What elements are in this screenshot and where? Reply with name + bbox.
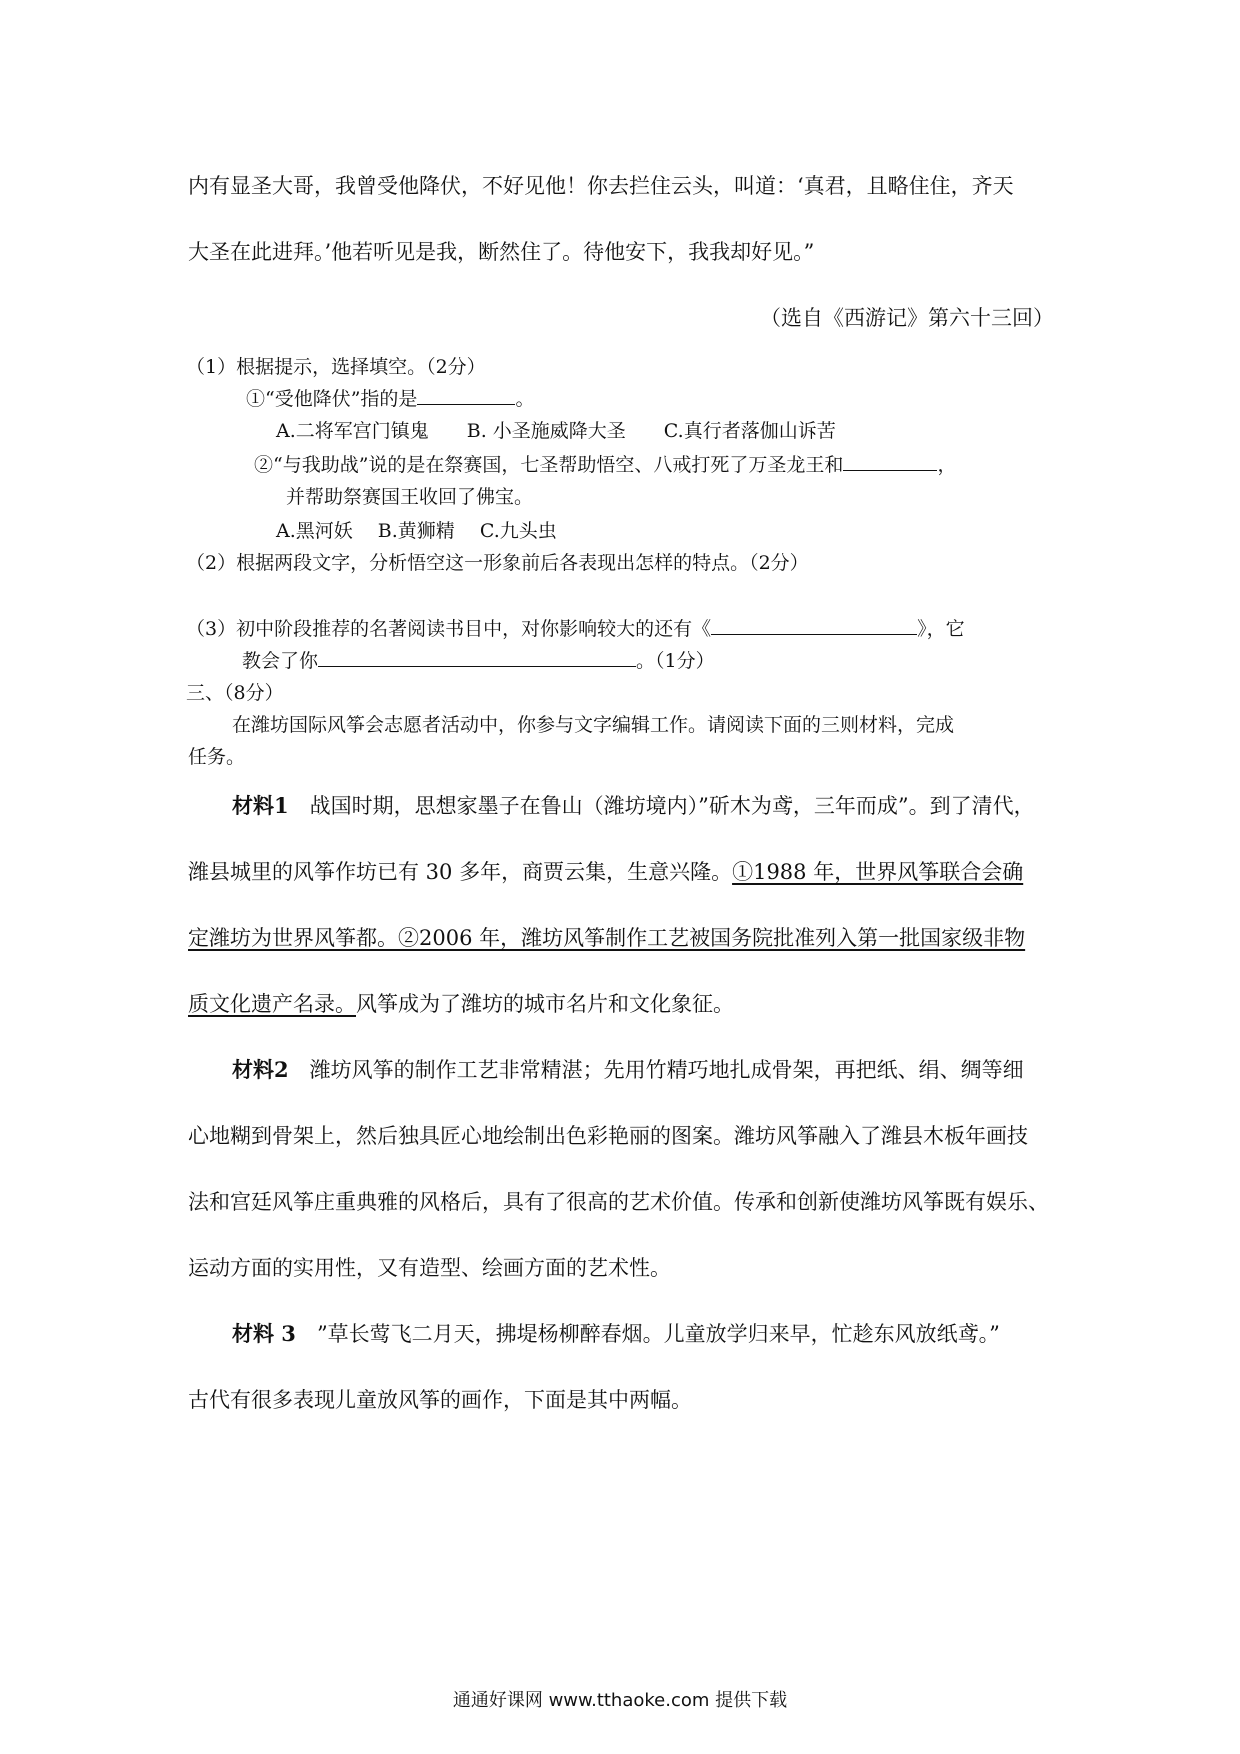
- material-1-line-3: 定潍坊为世界风筝都。②2006 年，潍坊风筝制作工艺被国务院批准列入第一批国家级非物: [188, 926, 1026, 950]
- section-3-intro-2: 任务。: [188, 746, 246, 768]
- underlined-sentence-1: ①1988 年，世界风筝联合会确: [732, 860, 1024, 884]
- question-3-cont-text: 教会了你: [242, 650, 319, 672]
- question-3-mid: 》，它: [917, 618, 965, 640]
- answer-blank-1[interactable]: [417, 386, 515, 405]
- material-1-label: 材料1: [232, 793, 289, 818]
- material-2-line-1: [232, 1054, 1024, 1084]
- question-1-item-1-options: A.二将军宫门镇鬼 B. 小圣施威降大圣 C.真行者落伽山诉苦: [276, 420, 836, 442]
- material-1-text: 战国时期，思想家墨子在鲁山（潍坊境内）”斫木为鸢，三年而成”。到了清代，: [309, 794, 1035, 818]
- material-3-line-1: [232, 1318, 1000, 1348]
- question-3: [186, 614, 965, 641]
- material-1-line-2: [188, 856, 1023, 886]
- material-1-line-4: [188, 988, 734, 1018]
- material-2-text: 潍坊风筝的制作工艺非常精湛；先用竹精巧地扎成骨架，再把纸、绢、绸等细: [309, 1058, 1024, 1082]
- download-footer: 通通好课网 www.tthaoke.com 提供下载: [452, 1690, 788, 1711]
- material-3-line-2: 古代有很多表现儿童放风筝的画作，下面是其中两幅。: [188, 1388, 692, 1412]
- material-3-label: 材料 3: [232, 1321, 296, 1346]
- material-1-text-2: 潍县城里的风筝作坊已有 30 多年，商贾云集，生意兴隆。: [188, 860, 733, 884]
- question-1-item-2-options: A.黑河妖 B.黄狮精 C.九头虫: [276, 520, 557, 542]
- section-3-intro-1: 在潍坊国际风筝会志愿者活动中，你参与文字编辑工作。请阅读下面的三则材料，完成: [232, 714, 955, 736]
- item-2-text: ②“与我助战”说的是在祭赛国，七圣帮助悟空、八戒打死了万圣龙王和: [254, 454, 844, 476]
- section-3-heading: 三、（8分）: [186, 682, 284, 704]
- material-1-text-4: 风筝成为了潍坊的城市名片和文化象征。: [356, 992, 734, 1016]
- material-2-line-3: 法和宫廷风筝庄重典雅的风格后，具有了很高的艺术价值。传承和创新使潍坊风筝既有娱乐、: [188, 1190, 1049, 1214]
- question-3-cont: [242, 646, 715, 673]
- material-2-line-2: 心地糊到骨架上，然后独具匠心地绘制出色彩艳丽的图案。潍坊风筝融入了潍县木板年画技: [188, 1124, 1028, 1148]
- lesson-blank[interactable]: [318, 648, 636, 667]
- question-2-label: （2）根据两段文字，分析悟空这一形象前后各表现出怎样的特点。（2分）: [186, 552, 809, 574]
- question-1-item-2: [254, 450, 956, 477]
- question-3-text: （3）初中阶段推荐的名著阅读书目中，对你影响较大的还有《: [186, 618, 712, 640]
- passage-line-1: 内有显圣大哥，我曾受他降伏，不好见他！你去拦住云头，叫道：‘真君，且略住住，齐天: [188, 174, 1014, 198]
- passage-line-2: 大圣在此进拜。’他若听见是我，断然住了。待他安下，我我却好见。”: [188, 240, 815, 264]
- question-1-label: （1）根据提示，选择填空。（2分）: [186, 356, 486, 378]
- question-1-item-2-cont: 并帮助祭赛国王收回了佛宝。: [286, 486, 534, 508]
- item-1-text: ①“受他降伏”指的是: [246, 388, 418, 410]
- item-1-end: 。: [515, 388, 535, 410]
- question-1-item-1: [246, 384, 534, 411]
- material-2-label: 材料2: [232, 1057, 289, 1082]
- item-2-end: ，: [937, 454, 957, 476]
- book-title-blank[interactable]: [711, 616, 917, 635]
- material-1-line-1: [232, 790, 1035, 820]
- material-2-line-4: 运动方面的实用性，又有造型、绘画方面的艺术性。: [188, 1256, 671, 1280]
- answer-blank-2[interactable]: [843, 452, 937, 471]
- passage-source: （选自《西游记》第六十三回）: [760, 306, 1054, 330]
- underlined-sentence-2: 质文化遗产名录。: [188, 992, 356, 1016]
- question-3-score: 。（1分）: [636, 650, 715, 672]
- material-3-text: ”草长莺飞二月天，拂堤杨柳醉春烟。儿童放学归来早，忙趁东风放纸鸢。”: [316, 1322, 1000, 1346]
